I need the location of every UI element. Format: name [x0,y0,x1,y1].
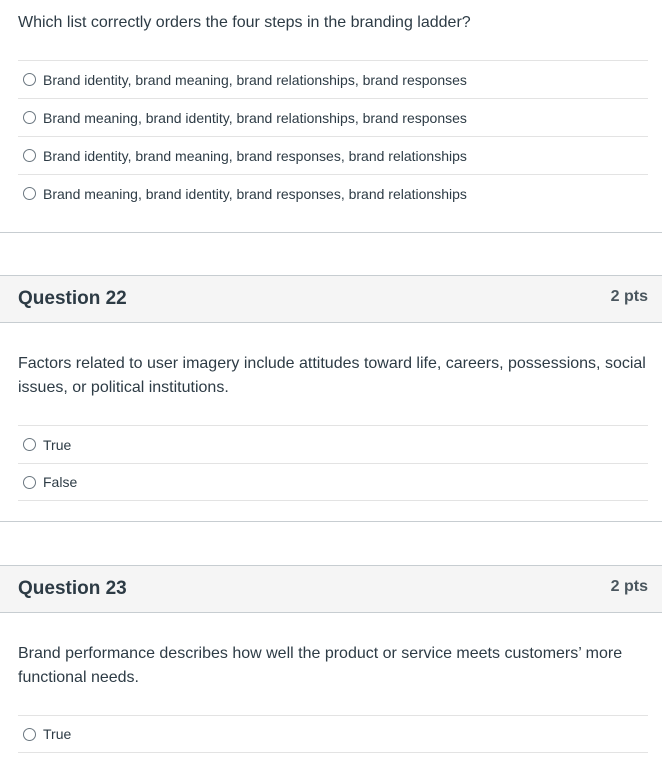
q23-title: Question 23 [18,578,127,599]
q21-answer-label: Brand identity, brand meaning, brand relationships, brand responses [43,71,467,88]
q22-header [0,275,662,323]
radio-button-icon[interactable] [23,73,36,86]
q21-answer-label: Brand meaning, brand identity, brand responses, brand relationships [43,185,467,202]
q23-points: 2 pts [610,578,648,595]
q23-answer-list [18,715,648,753]
q22-title: Question 22 [18,288,127,309]
radio-button-icon[interactable] [23,149,36,162]
q23-answer-label: True [43,726,72,742]
q21-bottom-divider [0,232,662,233]
q23-header [0,565,662,613]
q22-question-text: Factors related to user imagery include attitudes toward life, careers, possessions, social issues, or political institutions. [18,355,646,396]
q21-question-text: Which list correctly orders the four steps in the branding ladder? [18,14,471,31]
radio-button-icon[interactable] [23,438,36,451]
q22-points: 2 pts [610,288,648,305]
q21-answer-option[interactable] [18,174,648,212]
q23-question-text: Brand performance describes how well the product or service meets customers’ more functional needs. [18,645,623,686]
q21-answer-label: Brand meaning, brand identity, brand relationships, brand responses [43,109,467,126]
radio-button-icon[interactable] [23,476,36,489]
radio-button-icon[interactable] [23,728,36,741]
q22-answer-label: False [43,474,78,490]
q21-answer-option[interactable] [18,98,648,136]
q22-answer-option[interactable] [18,425,648,463]
radio-button-icon[interactable] [23,187,36,200]
q22-bottom-divider [0,521,662,522]
q21-answer-option[interactable] [18,136,648,174]
q22-answer-option[interactable] [18,463,648,501]
q21-answer-label: Brand identity, brand meaning, brand responses, brand relationships [43,147,467,164]
q21-answer-option[interactable] [18,60,648,98]
q21-answer-list [18,60,648,212]
q23-answer-option[interactable] [18,715,648,753]
q22-answer-list [18,425,648,501]
q22-answer-label: True [43,436,72,453]
radio-button-icon[interactable] [23,111,36,124]
